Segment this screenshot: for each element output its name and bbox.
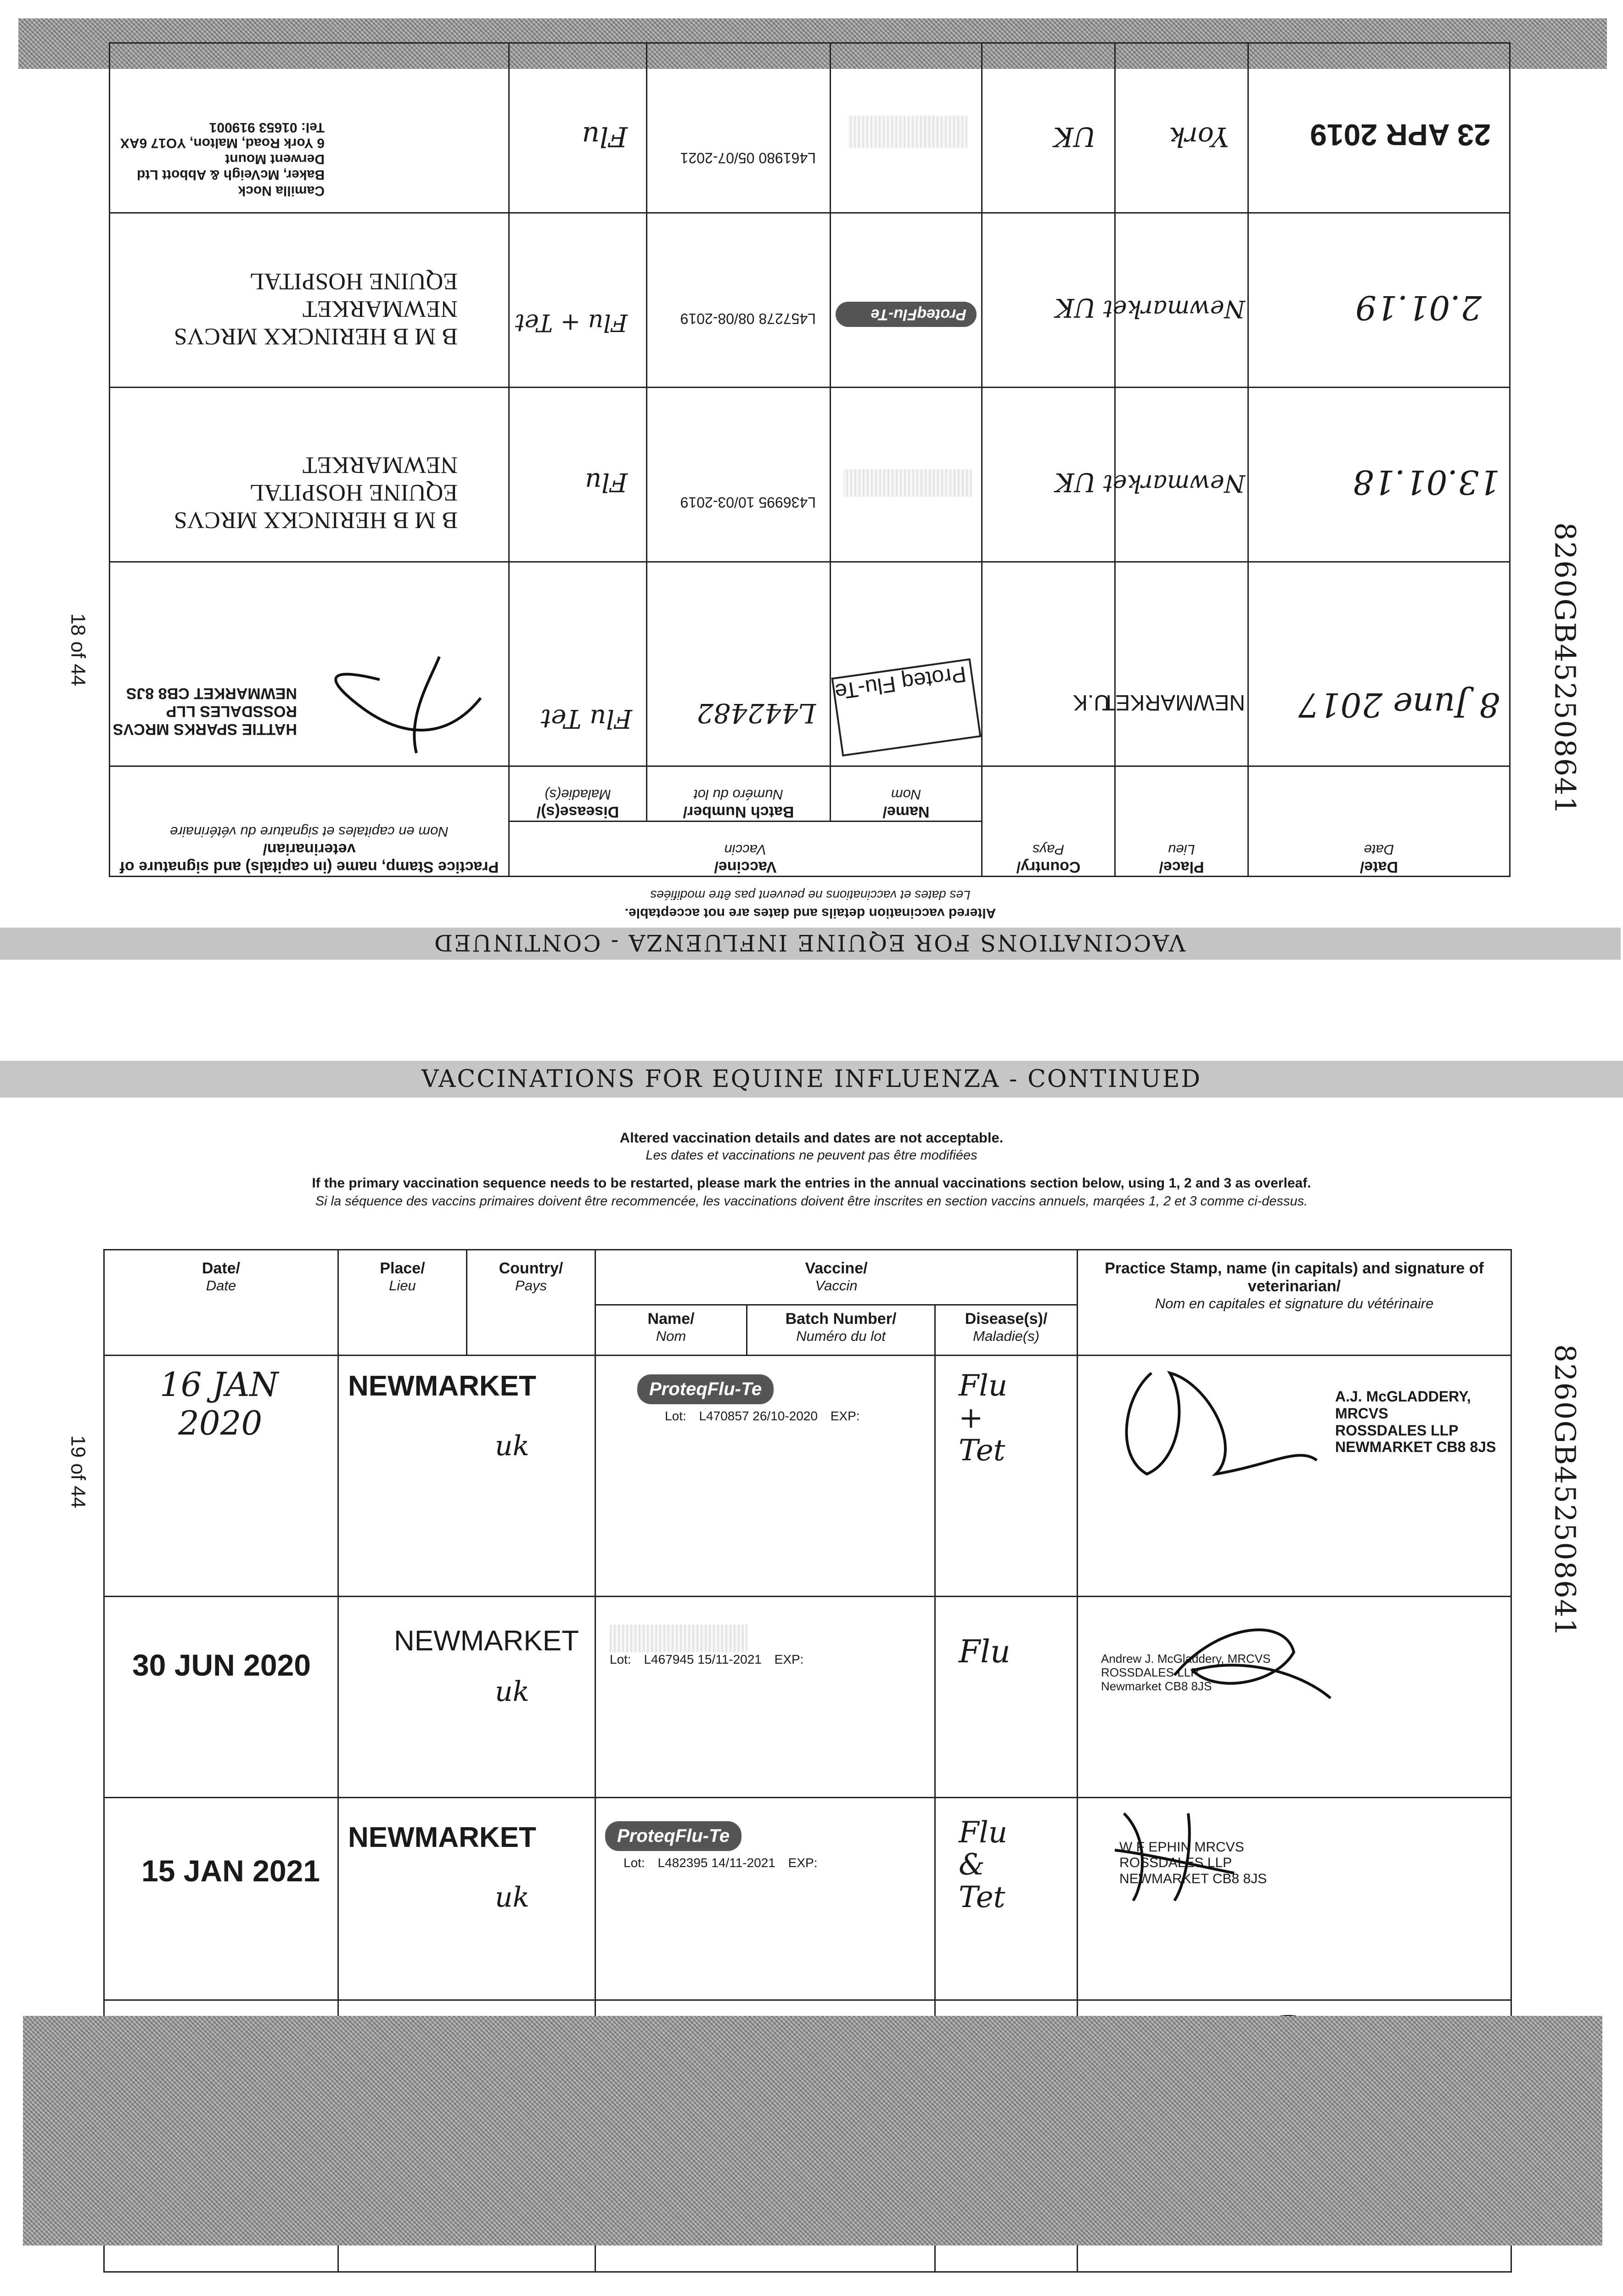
disease-cell: Flu xyxy=(509,43,646,213)
practice-stamp-cell: B M B HERINCKX MRCVS EQUINE HOSPITAL NEWMARKET xyxy=(109,387,509,562)
lower-restart-en: If the primary vaccination sequence needs to be restarted, please mark the entries in the annual vaccinations section below, using 1, 2 and 3 as overleaf. xyxy=(312,1176,1311,1191)
table-row xyxy=(109,43,1510,213)
lower-banner-bar xyxy=(0,1061,1623,1097)
table-row xyxy=(109,387,1510,562)
place-cell: Newmarket xyxy=(1115,213,1248,387)
disease-cell: Flu xyxy=(935,1597,1078,1798)
lower-banner-title: VACCINATIONS FOR EQUINE INFLUENZA - CONTINUED xyxy=(421,1065,1202,1093)
upper-notice-fr: Les dates et vaccinations ne peuvent pas être modifiées xyxy=(650,888,971,902)
table-row xyxy=(104,1797,1511,2000)
lower-header-date: Date/ Date xyxy=(104,1250,338,1356)
lower-header-name: Name/ Nom xyxy=(595,1305,747,1356)
vaccine-name-cell: Proteq Flu-Te xyxy=(831,562,982,766)
lower-header-stamp: Practice Stamp, name (in capitals) and signature of veterinarian/ Nom en capitales et signature du vétérinaire xyxy=(1078,1250,1511,1356)
batch-cell: L461980 05/07-2021 xyxy=(647,43,831,213)
page-number-bottom: 19 of 44 xyxy=(67,1435,90,1508)
date-cell: 23 APR 2019 xyxy=(1248,43,1510,213)
practice-stamp-cell: HATTIE SPARKS MRCVS ROSSDALES LLP NEWMARKET CB8 8JS xyxy=(109,562,509,766)
vaccine-name-batch-cell: Lot: L467945 15/11-2021 EXP: xyxy=(595,1597,935,1798)
vaccine-name-batch-cell: ProteqFlu-Te Lot: L470857 26/10-2020 EXP: xyxy=(595,1356,935,1597)
country-cell: U.K xyxy=(982,562,1115,766)
upper-header-vaccine: Vaccine/ Vaccin xyxy=(509,822,982,877)
disease-cell: Flu xyxy=(509,387,646,562)
table-row xyxy=(104,1356,1511,1597)
lower-header-vaccine: Vaccine/ Vaccin xyxy=(595,1250,1078,1305)
date-cell: 30 JUN 2020 xyxy=(104,1597,338,1798)
place-country-cell: NEWMARKET uk xyxy=(338,1356,595,1597)
vaccine-name-cell xyxy=(831,43,982,213)
table-row xyxy=(104,1597,1511,1798)
disease-cell: Flu + Tet xyxy=(935,1356,1078,1597)
date-cell: 13.01.18 xyxy=(1248,387,1510,562)
vaccine-name-cell: ProteqFlu-Te xyxy=(831,213,982,387)
signature-icon xyxy=(1096,1355,1335,1492)
upper-banner-bar xyxy=(0,928,1621,960)
signature-icon xyxy=(306,652,499,771)
lower-header-disease: Disease(s)/ Maladie(s) xyxy=(935,1305,1078,1356)
batch-cell: L436995 10/03-2019 xyxy=(647,387,831,562)
disease-cell: Flu Tet xyxy=(509,562,646,766)
lower-header-country: Country/ Pays xyxy=(467,1250,595,1356)
upper-vaccination-section xyxy=(110,118,1511,960)
document-id-upper: 8260GB452508641 xyxy=(1548,522,1582,816)
date-cell: 16 JAN 2020 xyxy=(104,1356,338,1597)
upper-header-stamp: Practice Stamp, name (in capitals) and signature of veterinarian/ Nom en capitales et signature du vétérinaire xyxy=(109,766,509,877)
country-cell: UK xyxy=(982,213,1115,387)
table-row xyxy=(109,213,1510,387)
date-cell: 15 JAN 2021 xyxy=(104,1797,338,2000)
batch-cell: L457278 08/08-2019 xyxy=(647,213,831,387)
date-cell: 2.01.19 xyxy=(1248,213,1510,387)
date-cell: 8 June 2017 xyxy=(1248,562,1510,766)
place-cell: NEWMARKET xyxy=(1115,562,1248,766)
upper-header-disease: Disease(s)/ Maladie(s) xyxy=(509,766,646,822)
lower-notice-fr: Les dates et vaccinations ne peuvent pas être modifiées xyxy=(646,1148,977,1163)
place-cell: York xyxy=(1115,43,1248,213)
upper-header-place: Place/ Lieu xyxy=(1115,766,1248,877)
page-number-top: 18 of 44 xyxy=(67,613,90,687)
country-cell: UK xyxy=(982,43,1115,213)
upper-banner-title: VACCINATIONS FOR EQUINE INFLUENZA - CONTINUED xyxy=(432,929,1186,956)
upper-header-date: Date/ Date xyxy=(1248,766,1510,877)
place-cell: Newmarket xyxy=(1115,387,1248,562)
signature-icon xyxy=(1147,1606,1340,1707)
practice-stamp-cell: Camilla Nock Baker, McVeigh & Abbott Ltd Derwent Mount 6 York Road, Malton, YO17 6AX Tel: 01653 919001 xyxy=(109,43,509,213)
practice-stamp-cell: A.J. McGLADDERY, MRCVS ROSSDALES LLP NEWMARKET CB8 8JS xyxy=(1078,1356,1511,1597)
document-id-lower: 8260GB452508641 xyxy=(1548,1344,1582,1638)
lower-header-batch: Batch Number/ Numéro du lot xyxy=(747,1305,935,1356)
lower-notice-en: Altered vaccination details and dates are not acceptable. xyxy=(619,1130,1004,1146)
country-cell: UK xyxy=(982,387,1115,562)
place-country-cell: NEWMARKET uk xyxy=(338,1597,595,1798)
upper-header-country: Country/ Pays xyxy=(982,766,1115,877)
upper-notice-en: Altered vaccination details and dates are not acceptable. xyxy=(624,906,996,921)
place-country-cell: NEWMARKET uk xyxy=(338,1797,595,2000)
disease-cell: Flu & Tet xyxy=(935,1797,1078,2000)
practice-stamp-cell: Andrew J. McGladdery, MRCVS ROSSDALES LLP Newmarket CB8 8JS xyxy=(1078,1597,1511,1798)
upper-header-name: Name/ Nom xyxy=(831,766,982,822)
scan-border-bottom xyxy=(23,2016,1602,2245)
upper-header-batch: Batch Number/ Numéro du lot xyxy=(647,766,831,822)
lower-header-place: Place/ Lieu xyxy=(338,1250,467,1356)
practice-stamp-cell: B M B HERINCKX MRCVS NEWMARKET EQUINE HOSPITAL xyxy=(109,213,509,387)
disease-cell: Flu + Tet xyxy=(509,213,646,387)
lower-restart-fr: Si la séquence des vaccins primaires doivent être recommencée, les vaccinations doivent être inscrites en section vaccins annuels, marqées 1, 2 et 3 comme ci-dessus. xyxy=(315,1194,1308,1209)
vaccine-name-cell xyxy=(831,387,982,562)
vaccine-name-batch-cell: ProteqFlu-Te Lot: L482395 14/11-2021 EXP: xyxy=(595,1797,935,2000)
batch-cell: L442482 xyxy=(647,562,831,766)
table-row xyxy=(109,562,1510,766)
practice-stamp-cell: W F EPHIN MRCVS ROSSDALES LLP NEWMARKET CB8 8JS xyxy=(1078,1797,1511,2000)
upper-vaccination-table xyxy=(109,42,1511,877)
signature-icon xyxy=(1096,1795,1271,1905)
